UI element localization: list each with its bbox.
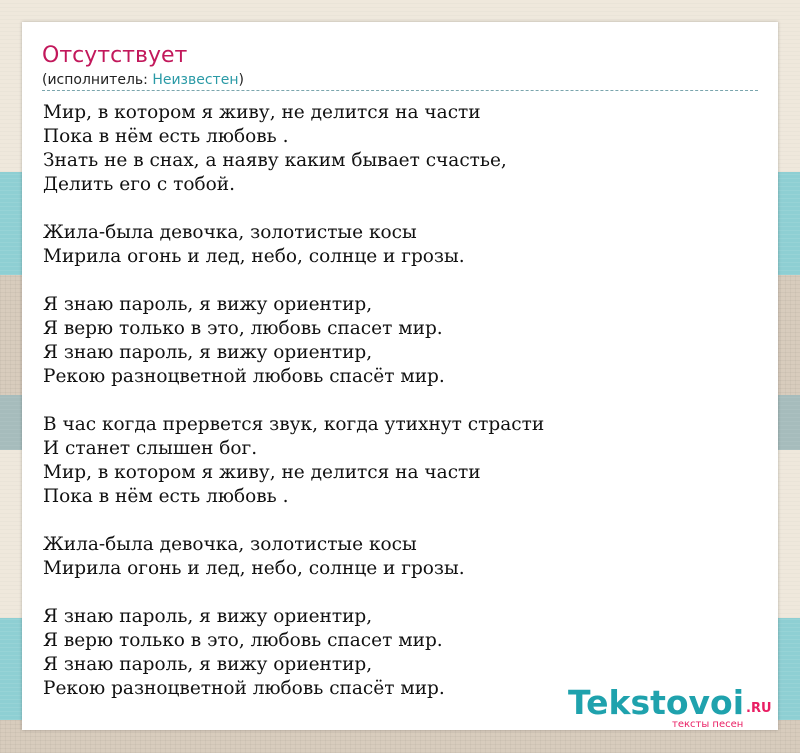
lyric-line: Пока в нём есть любовь . <box>43 486 289 507</box>
lyrics-card <box>22 22 778 730</box>
artist-link[interactable]: Неизвестен <box>152 72 239 88</box>
stanza <box>43 533 544 581</box>
lyric-line: И станет слышен бог. <box>43 438 258 459</box>
lyric-line: Мир, в котором я живу, не делится на части <box>43 102 481 123</box>
lyric-line: Рекою разноцветной любовь спасёт мир. <box>43 366 445 387</box>
lyric-line: Мирила огонь и лед, небо, солнце и грозы. <box>43 558 465 579</box>
lyric-line: Я знаю пароль, я вижу ориентир, <box>43 342 373 363</box>
lyric-line: Я знаю пароль, я вижу ориентир, <box>43 654 373 675</box>
lyric-line: Рекою разноцветной любовь спасёт мир. <box>43 678 445 699</box>
lyric-line: Мир, в котором я живу, не делится на части <box>43 462 481 483</box>
lyric-line: Я знаю пароль, я вижу ориентир, <box>43 294 373 315</box>
artist-line <box>42 70 244 90</box>
lyric-line: Жила-была девочка, золотистые косы <box>43 222 417 243</box>
lyrics-text <box>43 101 544 701</box>
lyric-line: Пока в нём есть любовь . <box>43 126 289 147</box>
logo-wordmark: Tekstovoi <box>568 683 745 722</box>
stanza <box>43 221 544 269</box>
lyric-line: Я верю только в это, любовь спасет мир. <box>43 630 443 651</box>
lyric-line: Я верю только в это, любовь спасет мир. <box>43 318 443 339</box>
stanza <box>43 605 544 701</box>
lyric-line: В час когда прервется звук, когда утихнут страсти <box>43 414 545 435</box>
stanza <box>43 413 544 509</box>
lyric-line: Делить его с тобой. <box>43 174 236 195</box>
artist-prefix: (исполнитель: <box>42 72 153 88</box>
stanza <box>43 101 544 197</box>
lyric-line: Знать не в снах, а наяву каким бывает счастье, <box>43 150 507 171</box>
artist-suffix: ) <box>238 72 244 88</box>
logo-tagline: тексты песен <box>672 719 744 730</box>
site-logo[interactable] <box>568 685 778 733</box>
lyric-line: Я знаю пароль, я вижу ориентир, <box>43 606 373 627</box>
logo-domain: .RU <box>746 701 772 716</box>
stanza <box>43 293 544 389</box>
lyric-line: Жила-была девочка, золотистые косы <box>43 534 417 555</box>
lyric-line: Мирила огонь и лед, небо, солнце и грозы. <box>43 246 465 267</box>
header-divider <box>42 90 758 91</box>
song-title: Отсутствует <box>42 43 188 68</box>
